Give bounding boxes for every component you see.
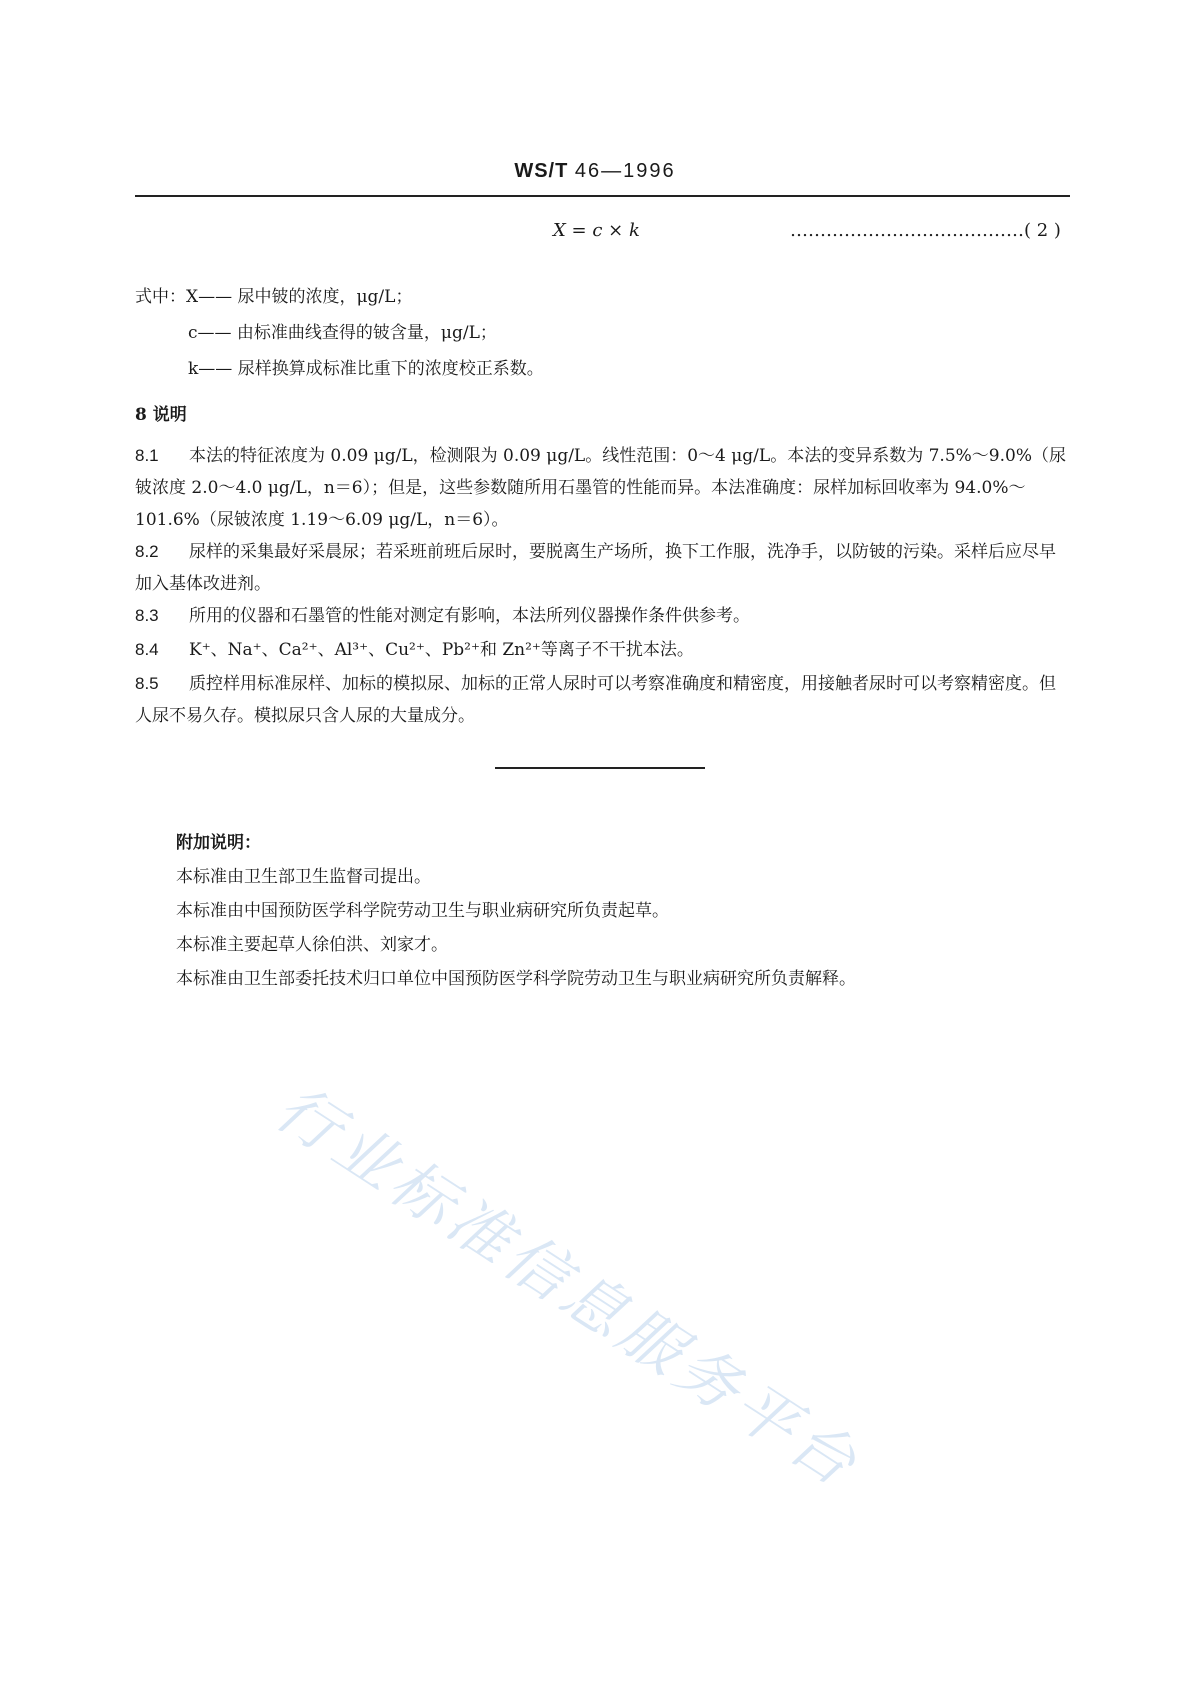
where-line-x: 式中：X—— 尿中铍的浓度，μg/L； — [135, 287, 413, 307]
additional-line: 本标准由中国预防医学科学院劳动卫生与职业病研究所负责起草。 — [176, 901, 669, 921]
header-rule — [135, 195, 1070, 197]
clause-8-5 — [135, 668, 1070, 732]
standard-number: 46—1996 — [574, 160, 676, 182]
additional-line: 本标准由卫生部委托技术归口单位中国预防医学科学院劳动卫生与职业病研究所负责解释。 — [176, 969, 856, 989]
clause-text: 所用的仪器和石墨管的性能对测定有影响，本法所列仪器操作条件供参考。 — [189, 606, 750, 626]
clause-text: 质控样用标准尿样、加标的模拟尿、加标的正常人尿时可以考察准确度和精密度，用接触者尿时可以考察精密度。但人尿不易久存。模拟尿只含人尿的大量成分。 — [135, 674, 1056, 726]
formula-expression: X = c × k — [553, 220, 640, 241]
clause-text: 尿样的采集最好采晨尿；若采班前班后尿时，要脱离生产场所，换下工作服，洗净手，以防铍的污染。采样后应尽早加入基体改进剂。 — [135, 542, 1056, 594]
page-header — [0, 160, 1190, 183]
section-title: 8 说明 — [135, 405, 187, 425]
watermark: 行业标准信息服务平台 — [263, 1070, 874, 1503]
clause-8-2 — [135, 536, 1070, 600]
end-rule — [495, 767, 705, 769]
clause-text: 本法的特征浓度为 0.09 μg/L，检测限为 0.09 μg/L。线性范围：0～4 μg/L。本法的变异系数为 7.5%～9.0%（尿铍浓度 2.0～4.0 μg/L，n＝6）；但是，这些参数随所用石墨管的性能而异。本法准确度：尿样加标回收率为 94.0%～101.6%（尿铍浓度 1.19～6.09 μg/L，n＝6）。 — [135, 446, 1066, 530]
additional-title: 附加说明： — [176, 833, 261, 853]
clause-8-4 — [135, 634, 1070, 666]
clause-label: 8.4 — [135, 640, 159, 659]
additional-line: 本标准主要起草人徐伯洪、刘家才。 — [176, 935, 448, 955]
clause-8-3 — [135, 600, 1070, 632]
clause-label: 8.1 — [135, 446, 159, 465]
clause-label: 8.2 — [135, 542, 159, 561]
clause-8-1 — [135, 440, 1070, 536]
standard-prefix: WS/T — [514, 160, 569, 182]
clause-text: K⁺、Na⁺、Ca²⁺、Al³⁺、Cu²⁺、Pb²⁺和 Zn²⁺等离子不干扰本法。 — [189, 640, 694, 660]
formula-number: …………………………………( 2 ) — [790, 220, 1061, 241]
clause-label: 8.5 — [135, 674, 159, 693]
additional-line: 本标准由卫生部卫生监督司提出。 — [176, 867, 431, 887]
where-line-k: k—— 尿样换算成标准比重下的浓度校正系数。 — [188, 359, 544, 379]
clause-label: 8.3 — [135, 606, 159, 625]
where-line-c: c—— 由标准曲线查得的铍含量，μg/L； — [188, 323, 497, 343]
